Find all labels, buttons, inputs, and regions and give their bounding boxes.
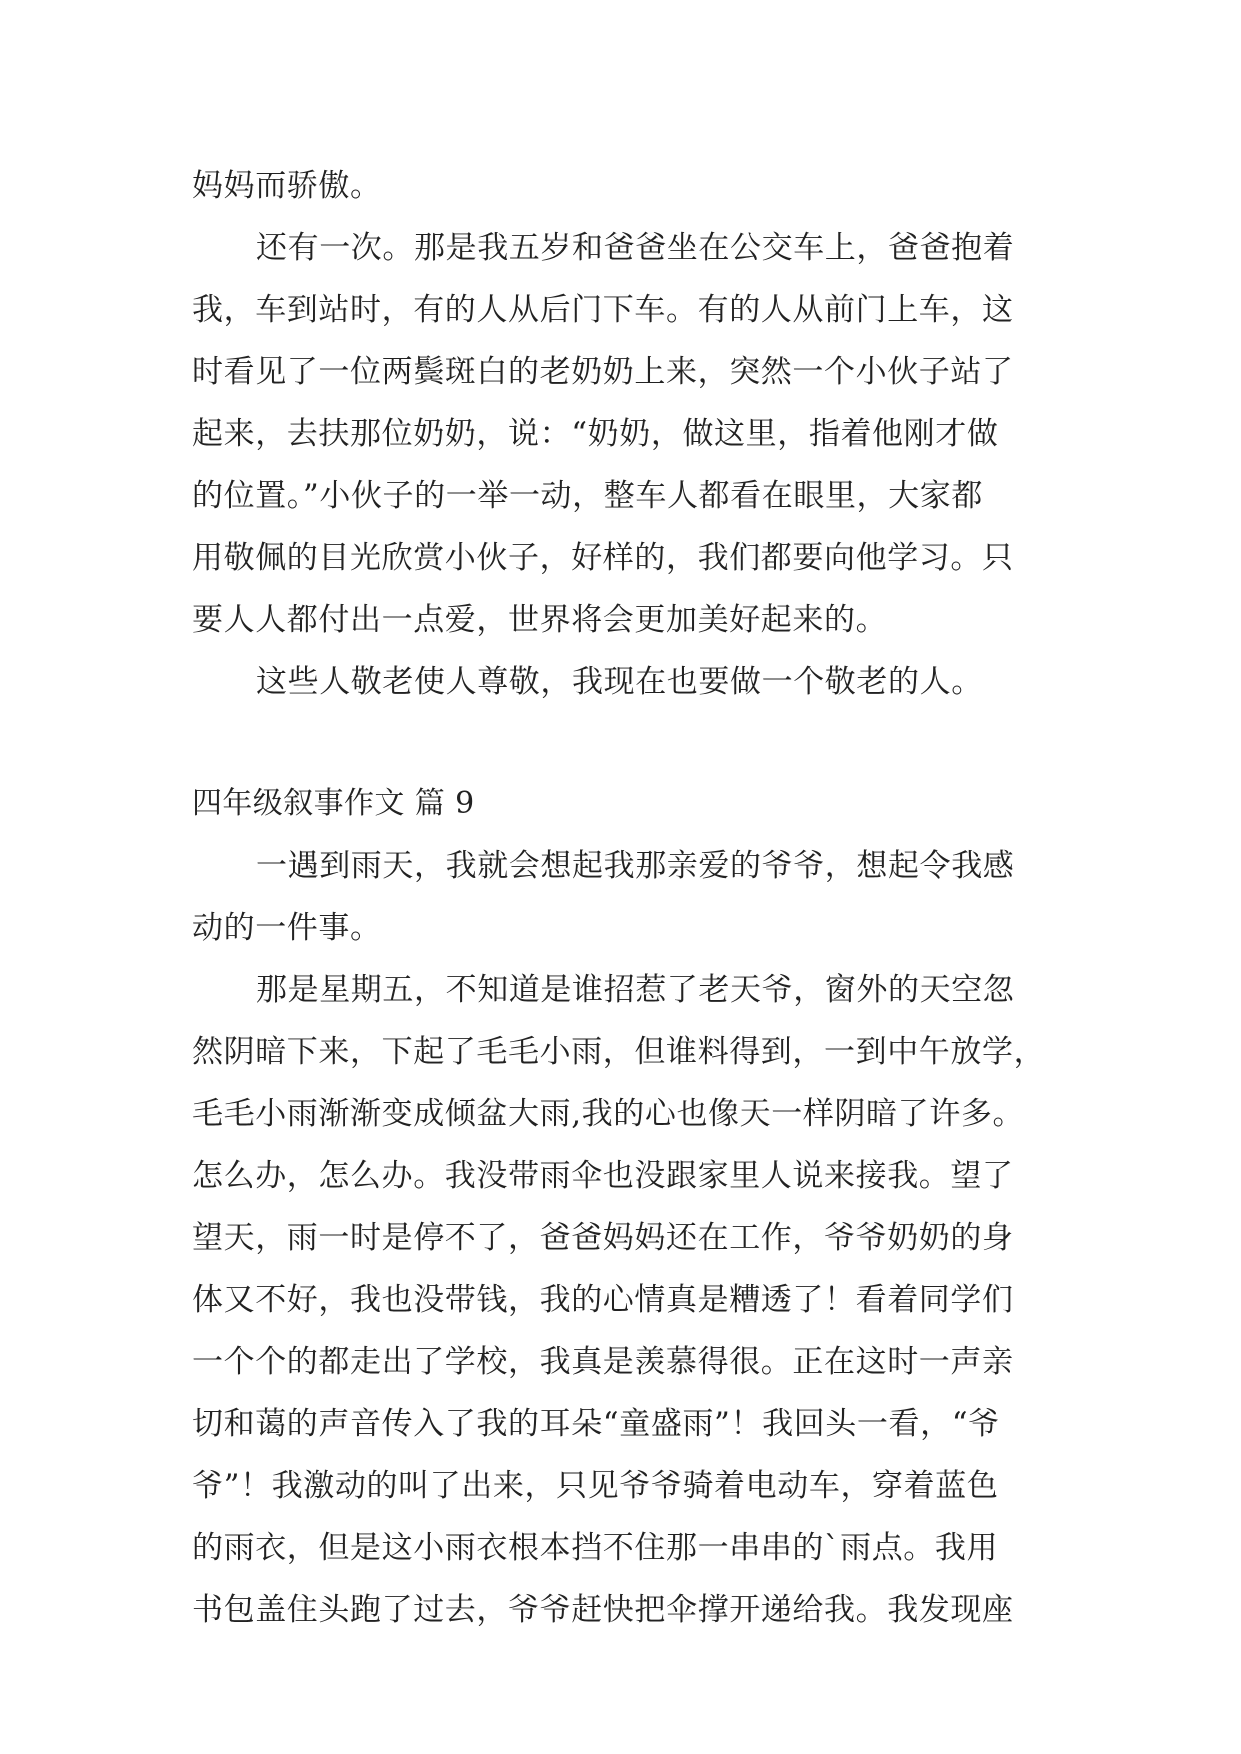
text-line: 还有一次。那是我五岁和爸爸坐在公交车上，爸爸抱着 bbox=[256, 230, 1015, 266]
text-line: 怎么办，怎么办。我没带雨伞也没跟家里人说来接我。望了 bbox=[192, 1158, 1014, 1194]
text-line: 动的一件事。 bbox=[192, 910, 382, 946]
text-line: 的雨衣，但是这小雨衣根本挡不住那一串串的`雨点。我用 bbox=[192, 1530, 999, 1566]
text-line: 我，车到站时，有的人从后门下车。有的人从前门上车，这 bbox=[192, 292, 1014, 328]
text-line: 用敬佩的目光欣赏小伙子，好样的，我们都要向他学习。只 bbox=[192, 540, 1014, 576]
document-body bbox=[192, 155, 1062, 1641]
text-line: 然阴暗下来，下起了毛毛小雨，但谁料得到，一到中午放学， bbox=[192, 1034, 1046, 1070]
text-line: 那是星期五，不知道是谁招惹了老天爷，窗外的天空忽 bbox=[256, 972, 1015, 1008]
text-line: 起来，去扶那位奶奶，说：“奶奶，做这里，指着他刚才做 bbox=[192, 416, 999, 452]
text-line: 这些人敬老使人尊敬，我现在也要做一个敬老的人。 bbox=[256, 664, 983, 700]
text-line: 切和蔼的声音传入了我的耳朵“童盛雨”！我回头一看，“爷 bbox=[192, 1406, 1000, 1442]
text-line: 望天，雨一时是停不了，爸爸妈妈还在工作，爷爷奶奶的身 bbox=[192, 1220, 1014, 1256]
text-line: 时看见了一位两鬓斑白的老奶奶上来，突然一个小伙子站了 bbox=[192, 354, 1014, 390]
text-line: 要人人都付出一点爱，世界将会更加美好起来的。 bbox=[192, 602, 888, 638]
section-heading: 四年级叙事作文 篇 9 bbox=[192, 786, 475, 821]
section-gap bbox=[192, 713, 1062, 773]
text-line: 一遇到雨天，我就会想起我那亲爱的爷爷，想起令我感 bbox=[256, 848, 1015, 884]
text-line: 妈妈而骄傲。 bbox=[192, 168, 382, 204]
text-line: 体又不好，我也没带钱，我的心情真是糟透了！看着同学们 bbox=[192, 1282, 1014, 1318]
text-line: 爷”！我激动的叫了出来，只见爷爷骑着电动车，穿着蓝色 bbox=[192, 1468, 999, 1504]
text-line: 书包盖住头跑了过去，爷爷赶快把伞撑开递给我。我发现座 bbox=[192, 1592, 1014, 1628]
text-line: 的位置。”小伙子的一举一动，整车人都看在眼里，大家都 bbox=[192, 478, 983, 514]
text-line: 毛毛小雨渐渐变成倾盆大雨,我的心也像天一样阴暗了许多。 bbox=[192, 1096, 1025, 1132]
text-line: 一个个的都走出了学校，我真是羡慕得很。正在这时一声亲 bbox=[192, 1344, 1014, 1380]
